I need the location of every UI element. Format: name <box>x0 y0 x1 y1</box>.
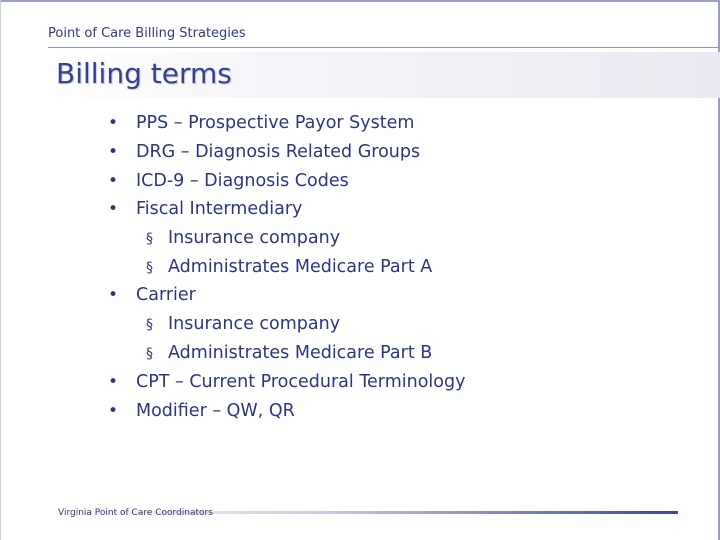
section-mark-icon: § <box>146 231 153 247</box>
slide-title: Billing terms <box>56 57 232 90</box>
bullet-dot-icon: • <box>108 171 119 191</box>
slide-footer: Virginia Point of Care Coordinators <box>58 508 213 518</box>
section-mark-icon: § <box>146 317 153 333</box>
bullet-dot-icon: • <box>108 401 119 421</box>
slide-left-border <box>0 0 1 540</box>
bullet-text: CPT – Current Procedural Terminology <box>136 372 466 392</box>
slide-header: Point of Care Billing Strategies <box>48 26 246 41</box>
sub-bullet-text: Administrates Medicare Part B <box>168 343 433 363</box>
bullet-text: Carrier <box>136 285 196 305</box>
bullet-dot-icon: • <box>108 113 119 133</box>
bullet-dot-icon: • <box>108 285 119 305</box>
bullet-text: Modifier – QW, QR <box>136 401 295 421</box>
sub-bullet-text: Administrates Medicare Part A <box>168 257 433 277</box>
bullet-dot-icon: • <box>108 142 119 162</box>
bullet-text: Fiscal Intermediary <box>136 199 303 219</box>
slide-top-border <box>0 0 720 2</box>
sub-bullet-text: Insurance company <box>168 228 341 248</box>
bullet-text: PPS – Prospective Payor System <box>136 113 415 133</box>
section-mark-icon: § <box>146 346 153 362</box>
bullet-text: ICD-9 – Diagnosis Codes <box>136 171 349 191</box>
bullet-dot-icon: • <box>108 372 119 392</box>
section-mark-icon: § <box>146 260 153 276</box>
bullet-text: DRG – Diagnosis Related Groups <box>136 142 421 162</box>
bullet-dot-icon: • <box>108 199 119 219</box>
header-divider <box>48 47 720 48</box>
sub-bullet-text: Insurance company <box>168 314 341 334</box>
